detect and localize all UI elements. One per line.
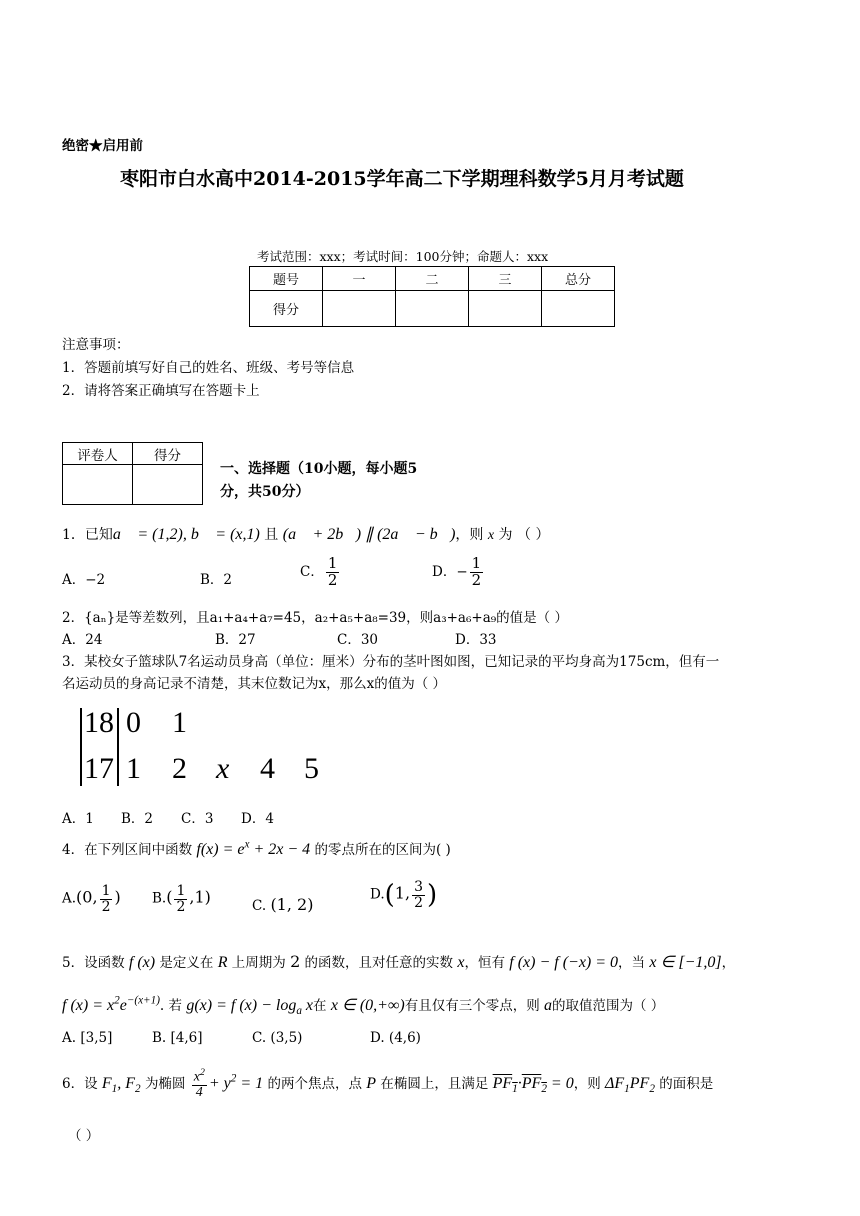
q1-option-d — [432, 556, 485, 589]
leaf-value: 0 — [126, 706, 141, 739]
score-row-label: 得分 — [250, 291, 323, 327]
q5-text: 在 — [313, 998, 327, 1014]
score-cell — [323, 291, 396, 327]
q5-text: 有且仅有三个零点，则 — [404, 998, 540, 1014]
question-1: 1．已知a⃗ = (1,2), b⃗ = (x,1) 且 (a⃗ + 2b⃗) ∥ (2a⃗ − b⃗)，则 x 为 （ ） — [62, 526, 550, 543]
q5-text: ，恒有 — [464, 955, 505, 971]
exam-info: 考试范围：xxx；考试时间：100分钟；命题人：xxx — [257, 249, 549, 264]
q4-c-label: C. — [252, 898, 267, 914]
question-6-line2: （ ） — [68, 1128, 100, 1144]
q5-prefix: 5．设函数 — [62, 955, 125, 971]
q1-c-den: 2 — [327, 570, 338, 589]
stem-divider — [117, 708, 119, 786]
section-heading: 一、选择题（10小题，每小题5 — [220, 461, 418, 477]
page-title: 枣阳市白水高中2014-2015学年高二下学期理科数学5月月考试题 — [120, 168, 684, 190]
q6-text: 在椭圆上，且满足 — [380, 1076, 489, 1093]
grader-cell — [63, 465, 133, 505]
q1-c-num: 1 — [327, 554, 338, 572]
q4-b-label: B. — [152, 890, 167, 907]
q4-option-c: C. (1, 2) — [252, 895, 314, 914]
q4-option-a: A.(0, $\frac{1}{2}$ ) — [62, 883, 121, 915]
q4-suffix: 的零点所在的区间为( ) — [314, 842, 451, 858]
notes-item: 1．答题前填写好自己的姓名、班级、考号等信息 — [62, 360, 355, 376]
q1-option-c — [300, 556, 341, 589]
q5-text: ，当 — [618, 955, 646, 971]
q3-option-a: A．1 — [62, 811, 94, 827]
leaf-value: 1 — [126, 752, 141, 785]
q2-option-a: A．24 — [62, 632, 103, 648]
score-header-cell: 题号 — [250, 267, 323, 291]
leaf-value: 2 — [172, 752, 187, 785]
score-table — [249, 266, 615, 327]
notes-item: 2．请将答案正确填写在答题卡上 — [62, 383, 260, 399]
q4-prefix: 4．在下列区间中函数 — [62, 842, 193, 858]
q1-option-c-label: C． — [300, 563, 324, 580]
stem-left-border — [80, 708, 82, 786]
q4-d-label: D. — [370, 886, 385, 903]
notes-title: 注意事项： — [62, 337, 130, 353]
q6-text: ，则 — [573, 1076, 601, 1093]
score-cell — [396, 291, 469, 327]
grader-header: 得分 — [133, 443, 203, 465]
q2-option-d: D．33 — [455, 632, 497, 648]
q1-prefix: 1．已知 — [62, 527, 113, 543]
secret-label: 绝密★启用前 — [62, 138, 143, 154]
score-header-cell: 三 — [469, 267, 542, 291]
q1-d-den: 2 — [471, 570, 482, 589]
q1-formula: a⃗ = (1,2), b⃗ = (x,1) — [112, 526, 260, 543]
stem-value: 18 — [84, 706, 114, 739]
q4-formula: $f(x) = e^x + 2x - 4$ — [196, 838, 311, 858]
q6-text: 的面积是 — [659, 1076, 714, 1093]
question-3-line2: 名运动员的身高记录不清楚，其末位数记为x，那么x的值为（ ） — [62, 676, 447, 692]
q2-option-b: B．27 — [215, 632, 256, 648]
q1-d-num: 1 — [471, 554, 482, 572]
q5-option-a: A. [3,5] — [62, 1030, 113, 1046]
leaf-value: 1 — [172, 706, 187, 739]
q5-text: 的取值范围为（ ） — [552, 998, 665, 1014]
q5-text: 上周期为 — [231, 955, 286, 971]
grader-header: 评卷人 — [63, 443, 133, 465]
grader-cell — [133, 465, 203, 505]
q5-text: 的函数，且对任意的实数 — [304, 955, 454, 971]
score-cell — [542, 291, 615, 327]
q5-text: 是定义在 — [159, 955, 214, 971]
q1-condition: (a⃗ + 2b⃗) ∥ (2a⃗ − b⃗) — [282, 526, 456, 543]
q2-option-c: C．30 — [337, 632, 379, 648]
q6-text: 的两个焦点，点 — [267, 1076, 362, 1093]
q5-option-b: B. [4,6] — [152, 1030, 203, 1046]
q1-option-b: B．2 — [200, 572, 233, 588]
q6-text: 为椭圆 — [144, 1076, 186, 1093]
q3-option-b: B．2 — [121, 811, 154, 827]
question-4 — [62, 838, 451, 859]
grader-table — [62, 442, 203, 505]
score-header-cell: 总分 — [542, 267, 615, 291]
score-header-cell: 一 — [323, 267, 396, 291]
q6-prefix: 6．设 — [62, 1076, 98, 1093]
leaf-value: 5 — [304, 752, 319, 785]
q5-text: . 若 — [159, 998, 183, 1014]
score-cell — [469, 291, 542, 327]
question-6-line1: 6．设 $F_1$, $F_2$ 为椭圆 $\frac{x^2}{4}$ + $y^2 = 1$ 的两个焦点，点 P 在椭圆上，且满足 $PF_1\cdot PF_2 = 0$，则 $\Delta F_1PF_2$ 的面积是 — [62, 1067, 714, 1101]
q4-option-b: B.( $\frac{1}{2}$ ,1) — [152, 883, 211, 915]
leaf-value: x — [216, 752, 230, 785]
section-heading-cont: 分，共50分） — [220, 484, 310, 500]
stem-value: 17 — [84, 752, 114, 785]
score-header-cell: 二 — [396, 267, 469, 291]
question-2: 2．{aₙ}是等差数列，且a₁+a₄+a₇=45，a₂+a₅+a₈=39，则a₃+a₆+a₉的值是（ ） — [62, 610, 568, 626]
q4-a-label: A. — [62, 890, 77, 907]
q1-option-d-label: D．− — [432, 563, 468, 580]
q1-tail: ，则 — [455, 527, 484, 543]
question-5-line1: 5．设函数 f (x) 是定义在 R 上周期为 2 的函数，且对任意的实数 x，恒有 f (x) − f (−x) = 0，当 x ∈ [−1,0]， — [62, 952, 736, 971]
q1-option-a: A．−2 — [62, 572, 106, 588]
q5-option-d: D. (4,6) — [370, 1030, 421, 1046]
leaf-value: 4 — [260, 752, 275, 785]
q3-option-c: C．3 — [181, 811, 214, 827]
question-5-line2: f $(x) = x^2e^{-(x+1)}$. 若 g(x) = f $(x) - \log_a x$在 x ∈ (0,+∞)有且仅有三个零点，则 a的取值范围为（ ） — [62, 994, 665, 1018]
q4-option-d: D.(1, $\frac{3}{2}$ ) — [370, 879, 438, 911]
q5-option-c: C. (3,5) — [252, 1030, 303, 1046]
question-3-line1: 3．某校女子篮球队7名运动员身高（单位：厘米）分布的茎叶图如图，已知记录的平均身高为175cm，但有一 — [62, 654, 720, 670]
q3-option-d: D．4 — [241, 811, 274, 827]
q1-tail2: 为 （ ） — [498, 527, 550, 543]
